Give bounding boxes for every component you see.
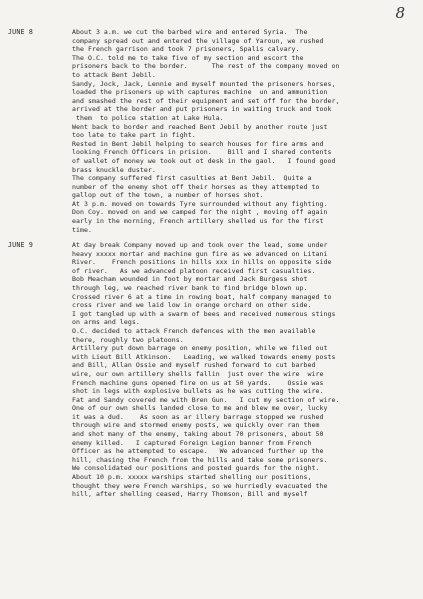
- text-line: About 3 a.m. we cut the barbed wire and entered Syria. The: [72, 28, 308, 36]
- text-line: arrived at the border and put prisoners in waiting truck and took: [72, 105, 332, 114]
- text-line: Crossed river 6 at a time in rowing boat, half company managed to: [72, 292, 332, 301]
- text-line: Went back to border and reached Bent Jebil by another route just: [72, 122, 328, 131]
- page-number: 8: [395, 4, 405, 22]
- text-line: About 10 p.m. xxxxx warships started shelling our positions,: [72, 473, 312, 482]
- text-line: of wallet of money we took out ot desk in the gaol. I found good: [72, 156, 336, 165]
- text-line: through leg, we reached river bank to find bridge blown up.: [72, 283, 308, 292]
- text-line: and Bill, Allan Ossie and myself rushed forward to cut barbed: [72, 361, 316, 370]
- text-line: loaded the prisoners up with captures machine un and ammunition: [72, 88, 328, 97]
- text-line: shot in legs with explosive bullets as he was cutting the wire.: [72, 387, 324, 396]
- text-line: there, roughly two platoons.: [72, 335, 184, 344]
- text-line: Fat and Sandy covered me with Bren Gun. I cut my section of wire.: [72, 395, 340, 404]
- text-line: it was a dud. As soon as ar illery barrage stopped we rushed: [72, 412, 324, 421]
- text-line: Rested in Bent Jebil helping to search houses for fire arms and: [72, 139, 324, 148]
- text-line: too late to take part in fight.: [72, 131, 196, 140]
- text-line: Don Coy. moved on and we camped for the night , moving off again: [72, 208, 328, 217]
- text-line: The company suffered first casulties at Bent Jebil. Quite a: [72, 174, 312, 183]
- text-line: O.C. decided to attack French defences with the men available: [72, 326, 316, 335]
- text-line: of river. As we advanced platoon received first casualties.: [72, 266, 316, 275]
- text-line: heavy xxxxx mortar and machine gun fire as we advanced on Litani: [72, 249, 328, 258]
- text-line: Bob Meacham wounded in foot by mortar and Jack Burgess shot: [72, 275, 308, 284]
- text-line: hill, chasing the French from the hills and take some prisoners.: [72, 455, 328, 464]
- text-line: and smashed the rest of their equipment and set off for the border,: [72, 96, 340, 105]
- text-line: to attack Bent Jebil.: [72, 70, 156, 79]
- entry-text: [72, 28, 418, 234]
- text-line: At day break Company moved up and took over the lead, some under: [72, 241, 328, 249]
- text-line: The O.C. told me to take five of my section and escort the: [72, 53, 304, 62]
- text-line: looking French Officers in prision. Bill and I shared contents: [72, 148, 332, 157]
- entry-date: JUNE 8: [8, 28, 34, 36]
- text-line: them to police station at Lake Hula.: [72, 113, 224, 122]
- text-line: thought they were French warships, so we hurriedly evacuated the: [72, 481, 328, 490]
- text-line: company spread out and entered the village of Yaroun, we rushed: [72, 36, 324, 45]
- text-line: wire, our own artillery shells fallin just over the wire wire: [72, 369, 324, 378]
- text-line: Sandy, Jock, Jack, Lennie and myself mounted the prisoners horses,: [72, 79, 336, 88]
- text-line: One of our own shells landed close to me and blew me over, lucky: [72, 404, 328, 413]
- text-line: through wire and stormed enemy posts, we quickly over ran them: [72, 421, 320, 430]
- text-line: brass knuckle duster.: [72, 165, 156, 174]
- text-line: We consolidated our positions and posted guards for the night.: [72, 464, 320, 473]
- text-line: I got tangled up with a swarm of bees and received numerous stings: [72, 309, 336, 318]
- text-line: early in the morning, French artillery shelled us for the first: [72, 217, 324, 226]
- text-line: hill, after shelling ceased, Harry Thomson, Bill and myself: [72, 490, 308, 499]
- text-line: the French garrison and took 7 prisoners, Spalis calvary.: [72, 45, 300, 54]
- entry-text: [72, 241, 418, 499]
- text-line: on arms and legs.: [72, 318, 140, 327]
- text-line: number of the enemy shot off their horses as they attempted to: [72, 182, 320, 191]
- text-line: cross river and we laid low in orange orchard on other side.: [72, 301, 312, 310]
- text-line: enemy killed. I captured Foreign Legion banner from French: [72, 438, 312, 447]
- text-line: prisoners back to the border. The rest of the company moved on: [72, 62, 340, 71]
- text-line: Officer as he attempted to escape. We advanced further up the: [72, 447, 324, 456]
- entry-date: JUNE 9: [8, 241, 34, 249]
- text-line: time.: [72, 225, 92, 234]
- text-line: River. French positions in hills xxx in hills on opposite side: [72, 258, 332, 267]
- text-line: gallop out of the town, a number of horses shot.: [72, 191, 264, 200]
- text-line: French machine guns opened fire on us at 50 yards. Ossie was: [72, 378, 324, 387]
- text-line: and shot many of the enemy, taking about 70 prisoners, about 50: [72, 430, 324, 439]
- text-line: At 3 p.m. moved on towards Tyre surrounded without any fighting.: [72, 199, 328, 208]
- text-line: with Lieut Bill Atkinson. Leading, we walked towards enemy posts: [72, 352, 336, 361]
- text-line: Artillery put down barrage on enemy position, while we filed out: [72, 344, 328, 353]
